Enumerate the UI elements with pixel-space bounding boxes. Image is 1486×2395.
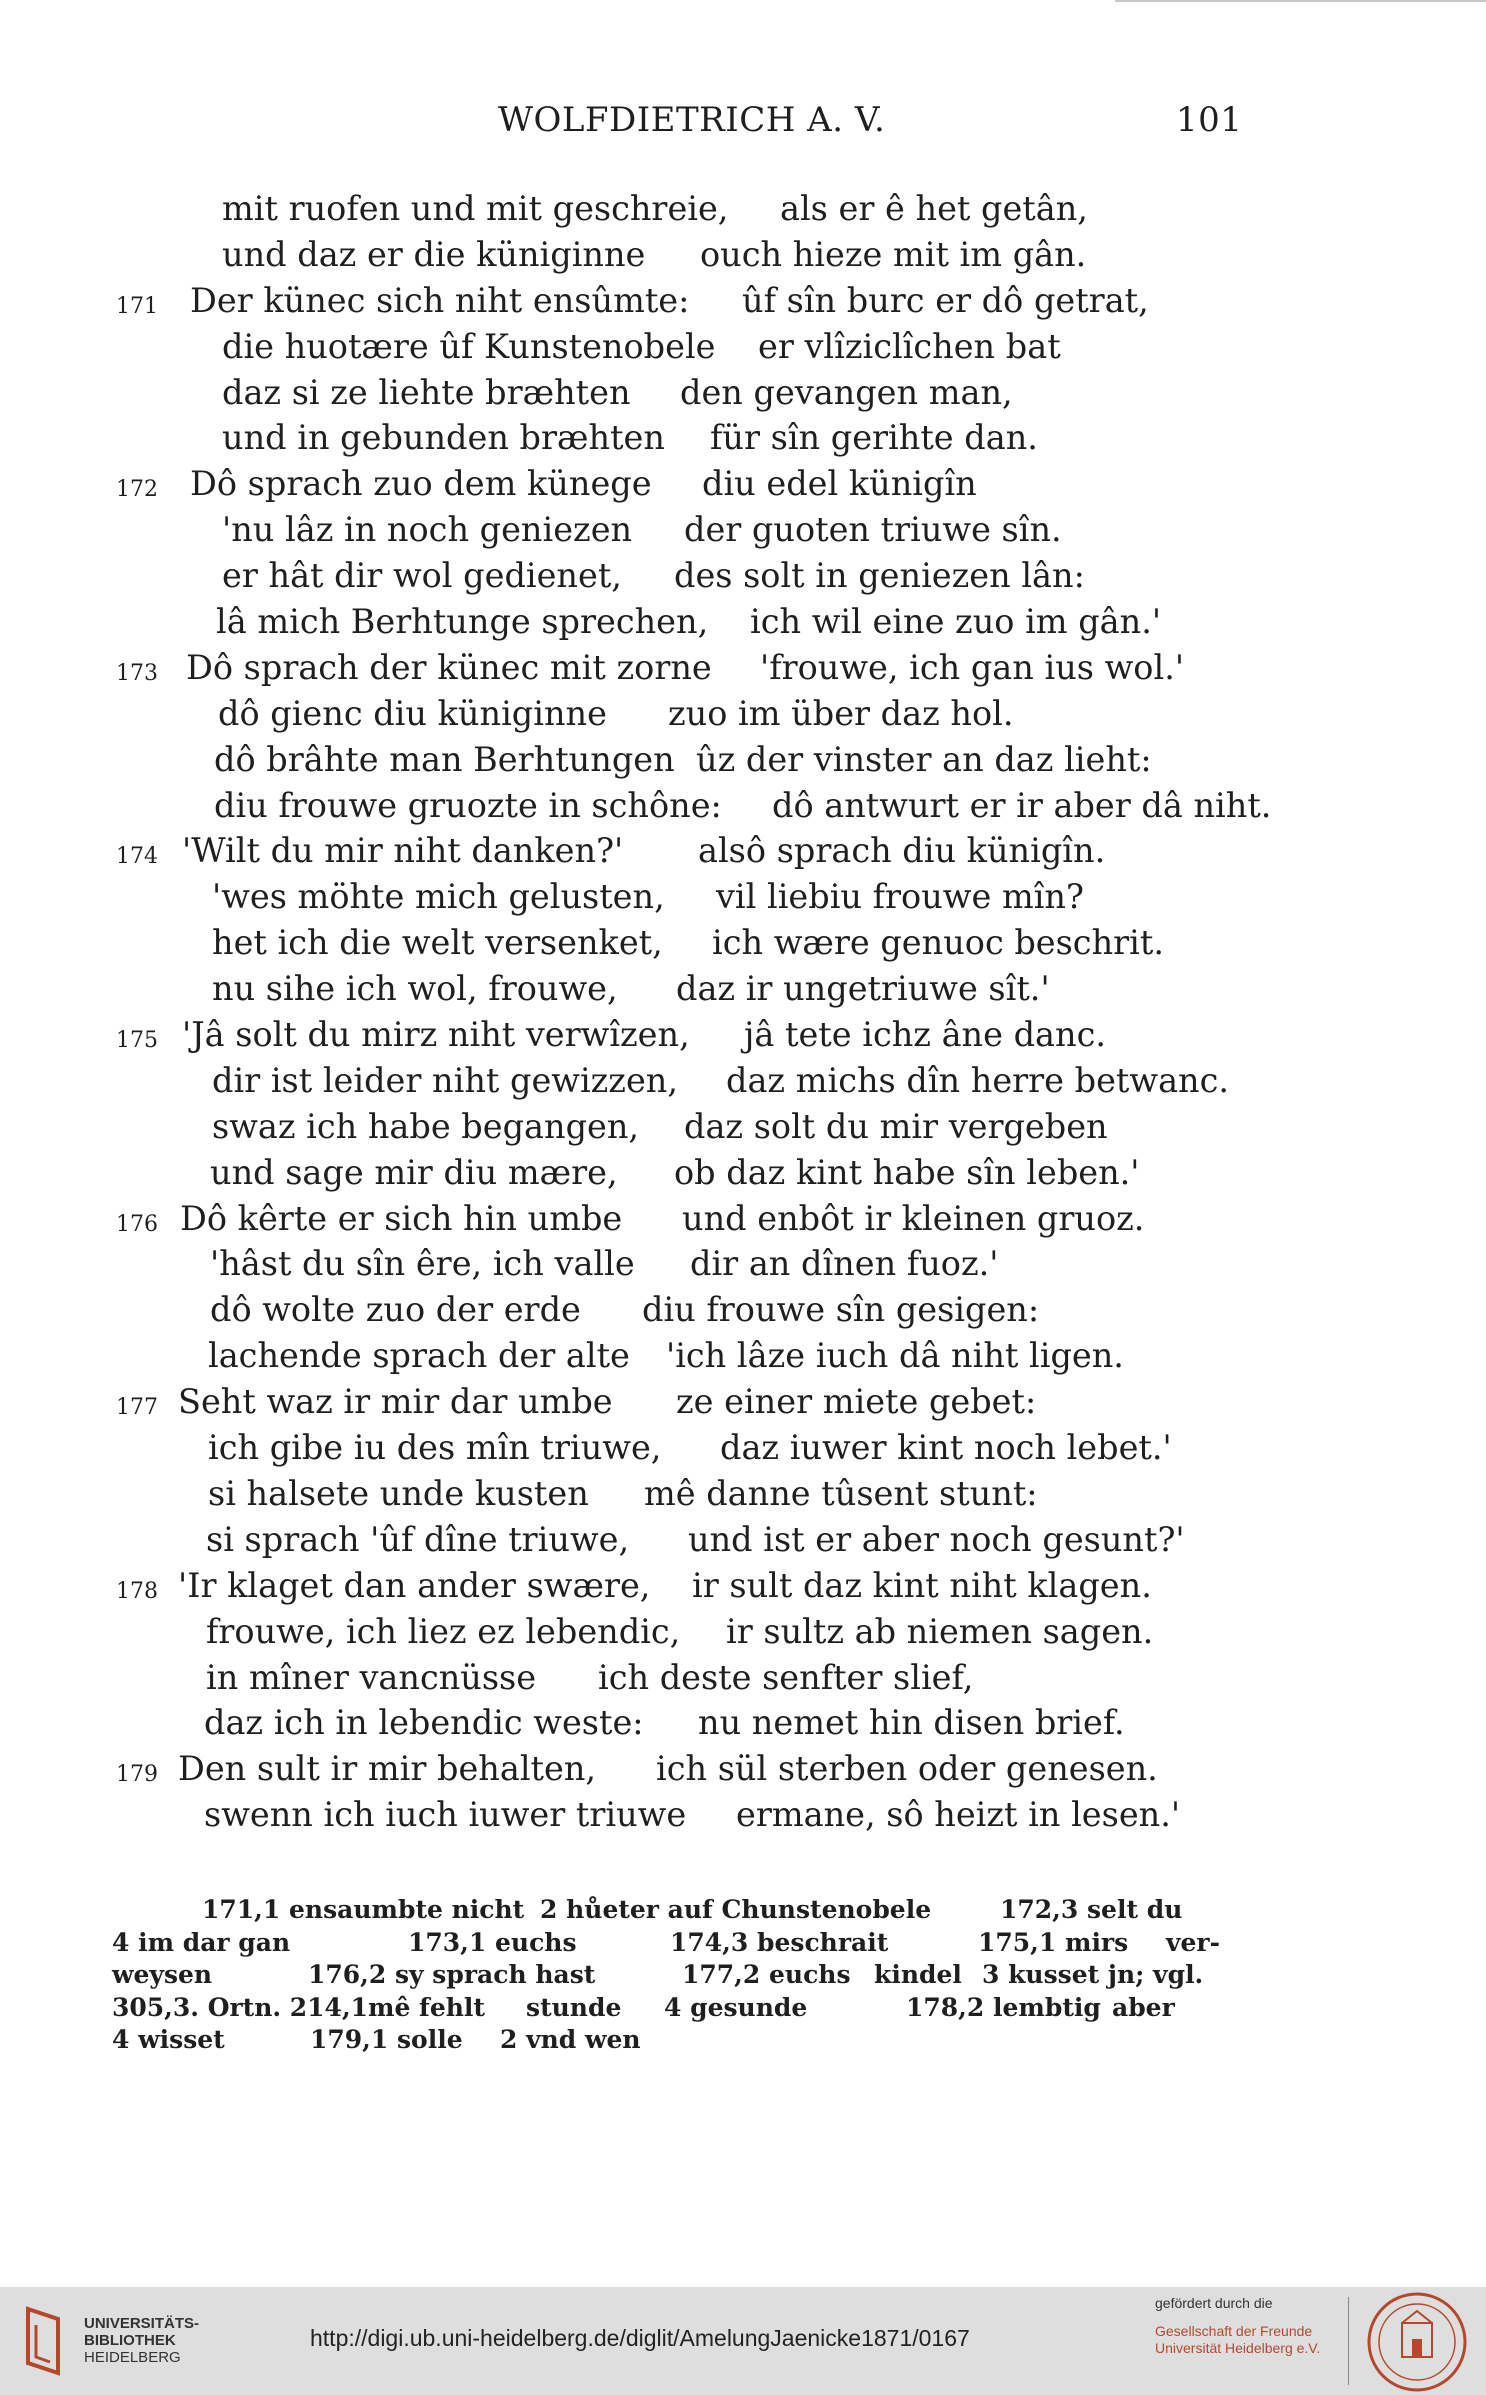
verse-second-half: ich wære genuoc beschrit. [712,923,1164,963]
stanza-number: 177 [116,1395,158,1421]
verse-second-half: 'frouwe, ich gan ius wol.' [760,647,1185,687]
footnote-entry: 305,3. Ortn. 214,1 [112,1992,369,2022]
verse-second-half: diu frouwe sîn gesigen: [642,1290,1040,1330]
verse-second-half: und enbôt ir kleinen gruoz. [682,1198,1145,1238]
verse-first-half: swenn ich iuch iuwer triuwe [204,1795,687,1835]
verse-second-half: als er ê het getân, [780,189,1088,228]
footnote-entry: 171,1 ensaumbte nicht [202,1895,525,1924]
verse-first-half: ich gibe iu des mîn triuwe, [208,1428,662,1468]
verse-first-half: nu sihe ich wol, frouwe, [212,969,618,1009]
verse-second-half: ir sult daz kint niht klagen. [692,1565,1152,1605]
footnote-entry: 4 im dar gan [112,1927,291,1957]
footnote-entry: ver- [1166,1927,1220,1957]
verse-first-half: und daz er die küniginne [222,234,646,274]
verse-line [0,737,1486,783]
footnote-entry: 174,3 beschrait [670,1927,889,1957]
verse-second-half: ich sül sterben oder genesen. [656,1749,1158,1789]
verse-second-half: mê danne tûsent stunt: [644,1473,1038,1513]
verse-second-half: jâ tete ichz âne danc. [744,1015,1107,1055]
verse-first-half: swaz ich habe begangen, [212,1106,640,1146]
verse-second-half: zuo im über daz hol. [668,693,1014,733]
footnote-entry: 3 kusset jn; vgl. [982,1960,1204,1989]
verse-line [0,1333,1486,1379]
verse-second-half: ir sultz ab niemen sagen. [726,1611,1154,1651]
verse-line [0,874,1486,920]
verse-line [0,599,1486,645]
verse-second-half: ermane, sô heizt in lesen.' [736,1795,1181,1835]
verse-first-half: daz si ze liehte bræhten [222,372,631,412]
sponsor-name-line-2: Universität Heidelberg e.V. [1155,2340,1321,2356]
stanza-number: 176 [116,1211,158,1237]
verse-line [0,370,1486,416]
verse-line [0,691,1486,737]
page-number: 101 [1176,100,1243,140]
verse-line [0,1563,1486,1609]
footnote-line [112,1959,1232,1992]
verse-second-half: ich deste senfter slief, [598,1657,974,1697]
verse-first-half: Dô sprach der künec mit zorne [186,647,712,687]
verse-first-half: 'wes möhte mich gelusten, [212,877,665,917]
top-rule [1115,0,1486,2]
verse-second-half: daz solt du mir vergeben [684,1106,1108,1146]
verse-line [0,461,1486,507]
verse-line [0,1241,1486,1287]
footnote-entry: 176,2 sy sprach hast [308,1960,596,1989]
verse-first-half: er hât dir wol gedienet, [222,556,622,596]
verse-second-half: ûf sîn burc er dô getrat, [742,280,1149,320]
banner-divider [1348,2297,1349,2385]
footnote-entry: 177,2 euchs [682,1960,851,1989]
verse-first-half: mit ruofen und mit geschreie, [222,189,729,228]
verse-line [0,645,1486,691]
footnote-entry: 172,3 selt du [1000,1895,1183,1924]
footnote-entry: 173,1 euchs [408,1927,577,1957]
verse-first-half: si sprach 'ûf dîne triuwe, [206,1519,630,1559]
verse-second-half: ûz der vinster an daz lieht: [696,739,1152,779]
verse-line [0,1012,1486,1058]
verse-first-half: Den sult ir mir behalten, [178,1749,597,1789]
verse-second-half: ouch hieze mit im gân. [700,234,1087,274]
footnote-entry: 4 gesunde [664,1992,808,2022]
library-logo-icon [18,2305,68,2377]
footnote-line [112,1894,1232,1927]
verse-second-half: ich wil eine zuo im gân.' [750,602,1162,642]
verse-line [0,324,1486,370]
verse-first-half: 'nu lâz in noch geniezen [222,510,633,550]
stanza-number: 171 [116,293,158,319]
sponsor-label: gefördert durch die [1155,2295,1273,2311]
footnote-entry: aber [1112,1992,1175,2022]
verse-line [0,1700,1486,1746]
verse-line [0,1058,1486,1104]
verse-first-half: dô brâhte man Berhtungen [214,739,675,779]
verse-line [0,1104,1486,1150]
footer-banner [0,2287,1486,2395]
verse-second-half: daz iuwer kint noch lebet.' [720,1428,1172,1468]
verse-second-half: der guoten triuwe sîn. [684,510,1062,550]
verse-first-half: in mîner vancnüsse [206,1657,537,1697]
verse-second-half: daz michs dîn herre betwanc. [726,1060,1230,1100]
verse-line [0,278,1486,324]
verse-line [0,1746,1486,1792]
verse-second-half: 'ich lâze iuch dâ niht ligen. [666,1336,1124,1376]
verse-second-half: nu nemet hin disen brief. [698,1703,1125,1743]
source-url-link[interactable]: http://digi.ub.uni-heidelberg.de/diglit/AmelungJaenicke1871/0167 [310,2325,970,2351]
footnote-line [112,1927,1232,1960]
verse-first-half: diu frouwe gruozte in schône: [214,785,722,825]
verse-first-half: 'hâst du sîn êre, ich valle [210,1244,635,1284]
running-title: WOLFDIETRICH A. V. [498,100,886,140]
library-name: UNIVERSITÄTS- BIBLIOTHEK HEIDELBERG [84,2315,200,2366]
verse-second-half: er vlîziclîchen bat [758,326,1061,366]
verse-second-half: ze einer miete gebet: [676,1382,1037,1422]
verse-first-half: Dô sprach zuo dem künege [190,464,652,504]
university-seal-icon [1366,2291,1468,2393]
verse-second-half: dir an dînen fuoz.' [690,1244,999,1284]
verse-first-half: frouwe, ich liez ez lebendic, [206,1611,681,1651]
verse-first-half: 'Wilt du mir niht danken?' [182,831,624,871]
verse-second-half: alsô sprach diu künigîn. [698,831,1106,871]
verse-line [0,1609,1486,1655]
verse-line [0,415,1486,461]
footnote-entry: stunde [526,1992,622,2022]
verse-first-half: und in gebunden bræhten [222,418,665,458]
verse-line [0,1150,1486,1196]
footnote-entry: 4 wisset [112,2025,225,2054]
footnote-entry: mê fehlt [368,1992,485,2022]
verse-first-half: die huotære ûf Kunstenobele [222,326,716,366]
verse-first-half: lâ mich Berhtunge sprechen, [216,602,709,642]
verse-second-half: und ist er aber noch gesunt?' [688,1519,1185,1559]
verse-first-half: dô gienc diu küniginne [218,693,607,733]
stanza-number: 172 [116,477,158,503]
verse-line [0,507,1486,553]
verse-second-half: diu edel künigîn [702,464,977,504]
verse-second-half: vil liebiu frouwe mîn? [716,877,1084,917]
verse-line [0,1196,1486,1242]
verse-second-half: dô antwurt er ir aber dâ niht. [772,785,1272,825]
verse-line [0,920,1486,966]
verse-line [0,828,1486,874]
footnote-line [112,1992,1232,2025]
verse-line [0,232,1486,278]
verse-line [0,1471,1486,1517]
verse-line [0,1425,1486,1471]
verse-line [0,1517,1486,1563]
verse-first-half: daz ich in lebendic weste: [204,1703,644,1743]
verse-line [0,1379,1486,1425]
footnote-line [112,2024,1232,2057]
verse-second-half: daz ir ungetriuwe sît.' [676,969,1050,1009]
stanza-number: 178 [116,1578,158,1604]
verse-first-half: het ich die welt versenket, [212,923,663,963]
verse-second-half: für sîn gerihte dan. [710,418,1038,458]
verse-second-half: des solt in geniezen lân: [674,556,1085,596]
verse-first-half: si halsete unde kusten [208,1473,589,1513]
footnote-entry: 175,1 mirs [978,1927,1129,1957]
verse-line [0,1287,1486,1333]
verse-first-half: Der künec sich niht ensûmte: [190,280,690,320]
verse-line [0,1655,1486,1701]
verse-second-half: den gevangen man, [680,372,1013,412]
verse-second-half: ob daz kint habe sîn leben.' [674,1152,1140,1192]
footnote-entry: weysen [112,1960,213,1989]
verse-line [0,186,1486,232]
footnote-entry: 179,1 solle [310,2025,463,2054]
sponsor-name-line-1: Gesellschaft der Freunde [1155,2323,1313,2339]
footnotes [112,1894,1232,2057]
verse-first-half: Dô kêrte er sich hin umbe [180,1198,623,1238]
verse-line [0,966,1486,1012]
footnote-entry: 2 hůeter auf Chunstenobele [540,1895,932,1924]
verse-first-half: lachende sprach der alte [208,1336,630,1376]
stanza-number: 173 [116,660,158,686]
verse-line [0,553,1486,599]
poem-text [0,186,1486,1838]
verse-first-half: Seht waz ir mir dar umbe [178,1382,613,1422]
verse-first-half: und sage mir diu mære, [210,1152,618,1192]
verse-first-half: 'Ir klaget dan ander swære, [178,1565,651,1605]
footnote-entry: kindel [874,1960,962,1989]
verse-first-half: dô wolte zuo der erde [210,1290,581,1330]
footnote-entry: 178,2 lembtig [906,1992,1101,2022]
stanza-number: 175 [116,1028,158,1054]
stanza-number: 174 [116,844,158,870]
verse-line [0,1792,1486,1838]
footnote-entry: 2 vnd wen [500,2025,641,2054]
sponsor [1155,2295,1345,2357]
verse-line [0,783,1486,829]
stanza-number: 179 [116,1762,158,1788]
verse-first-half: 'Jâ solt du mirz niht verwîzen, [182,1015,690,1055]
verse-first-half: dir ist leider niht gewizzen, [212,1060,679,1100]
